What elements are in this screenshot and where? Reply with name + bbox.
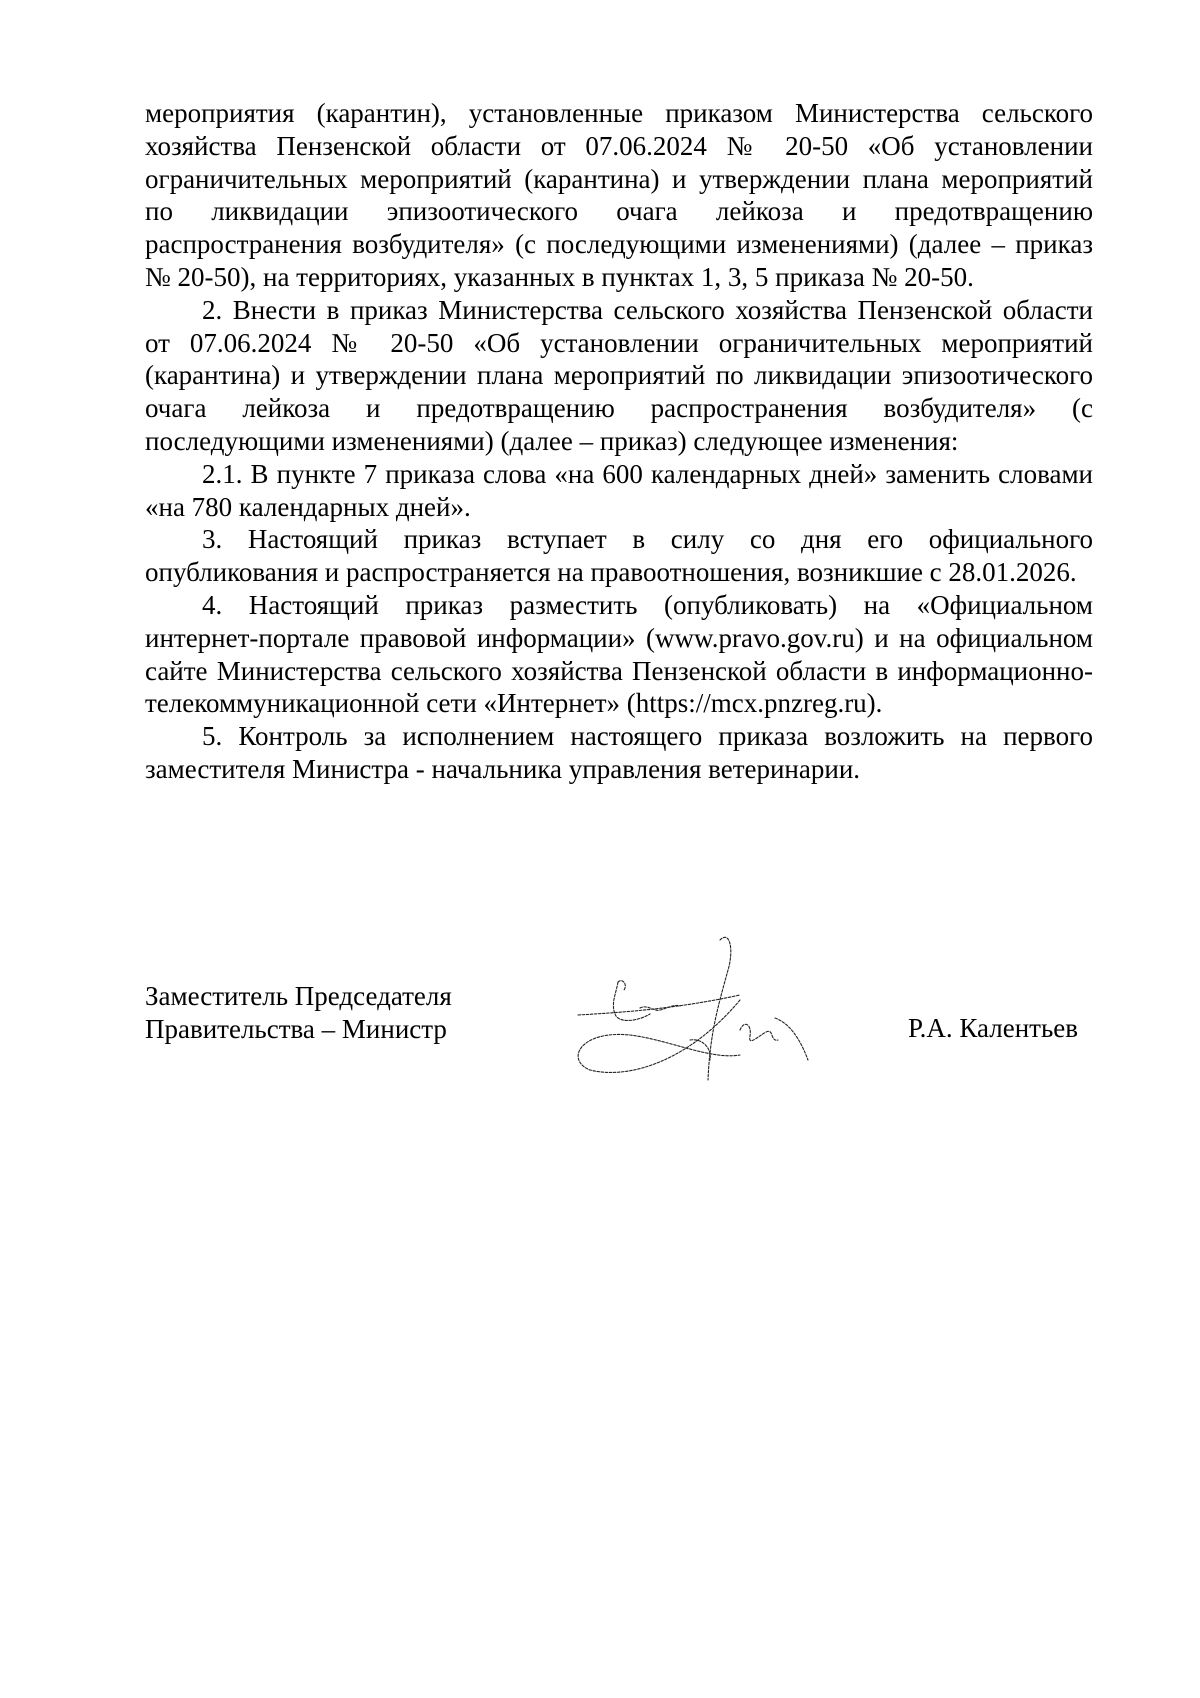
paragraph-item-2-1: 2.1. В пункте 7 приказа слова «на 600 календарных дней» заменить словами «на 780 календарных дней».	[145, 458, 1093, 522]
signatory-position	[145, 980, 452, 1046]
paragraph-continuation: мероприятия (карантин), установленные приказом Министерства сельского хозяйства Пензенской области от 07.06.2024 № 20-50 «Об установлении ограничительных мероприятий (карантина) и утверждении плана мероприятий по ликвидации эпизоотического очага лейкоза и предотвращению распространения возбудителя» (с последующими изменениями) (далее – приказ № 20-50), на территориях, указанных в пунктах 1, 3, 5 приказа № 20-50.	[145, 98, 1093, 292]
handwritten-signature-icon	[570, 920, 830, 1090]
signatory-name: Р.А. Калентьев	[908, 1013, 1079, 1043]
paragraph-item-2: 2. Внести в приказ Министерства сельского хозяйства Пензенской области от 07.06.2024 № 20-50 «Об установлении ограничительных мероприятий (карантина) и утверждении плана мероприятий по ликвидации эпизоотического очага лейкоза и предотвращению распространения возбудителя» (с последующими изменениями) (далее – приказ) следующее изменения:	[145, 294, 1093, 456]
paragraph-item-4: 4. Настоящий приказ разместить (опубликовать) на «Официальном интернет-портале правовой информации» (www.pravo.gov.ru) и на официальном сайте Министерства сельского хозяйства Пензенской области в информационно-телекоммуникационной сети «Интернет» (https://mcx.pnzreg.ru).	[145, 589, 1093, 719]
document-body	[145, 97, 1093, 786]
paragraph-item-3: 3. Настоящий приказ вступает в силу со дня его официального опубликования и распространяется на правоотношения, возникшие с 28.01.2026.	[145, 524, 1093, 588]
signatory-position-line-1: Заместитель Председателя	[145, 981, 452, 1011]
paragraph-item-5: 5. Контроль за исполнением настоящего приказа возложить на первого заместителя Министра - начальника управления ветеринарии.	[145, 721, 1093, 784]
signatory-position-line-2: Правительства – Министр	[145, 1013, 447, 1044]
